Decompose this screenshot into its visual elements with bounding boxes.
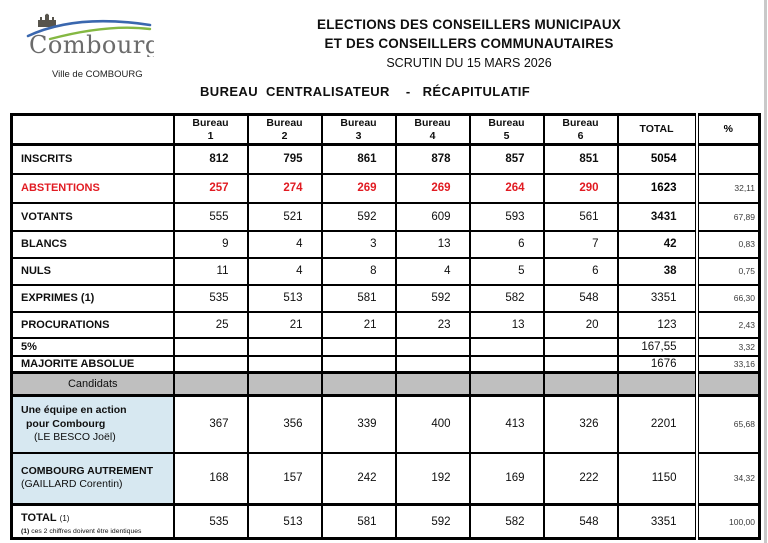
row-label: BLANCS: [12, 231, 174, 258]
value-cell: 157: [248, 453, 322, 505]
candidate-name-cell: [12, 453, 174, 505]
title-line2: ET DES CONSEILLERS COMMUNAUTAIRES: [324, 36, 614, 51]
value-cell: [544, 356, 618, 373]
value-cell: 290: [544, 174, 618, 203]
bureau-4-header: Bureau 4: [396, 115, 470, 145]
combourg-logo-graphic: [26, 5, 154, 57]
pct-cell: 0,83: [697, 231, 760, 258]
footnote-text: (1) ces 2 chiffres doivent être identiques: [21, 527, 142, 535]
bureau-6-header: Bureau 6: [544, 115, 618, 145]
value-cell: 3: [322, 231, 396, 258]
value-cell: [322, 338, 396, 356]
value-cell: [174, 356, 248, 373]
total-cell: 3431: [618, 203, 697, 231]
value-cell: 4: [248, 258, 322, 285]
total-cell: 1150: [618, 453, 697, 505]
separator-cell: [618, 373, 697, 396]
pct-cell: 33,16: [697, 356, 760, 373]
value-cell: [248, 356, 322, 373]
empty-header-cell: [12, 115, 174, 145]
value-cell: 555: [174, 203, 248, 231]
value-cell: 269: [396, 174, 470, 203]
value-cell: 13: [470, 312, 544, 338]
value-cell: 581: [322, 285, 396, 312]
value-cell: [396, 356, 470, 373]
title-line1: ELECTIONS DES CONSEILLERS MUNICIPAUX: [317, 17, 621, 32]
separator-cell: [544, 373, 618, 396]
ville-caption: Ville de COMBOURG: [52, 69, 143, 80]
value-cell: 11: [174, 258, 248, 285]
value-cell: 593: [470, 203, 544, 231]
total-cell: 1623: [618, 174, 697, 203]
value-cell: 264: [470, 174, 544, 203]
row-label: INSCRITS: [12, 145, 174, 174]
value-cell: 21: [248, 312, 322, 338]
value-cell: 548: [544, 505, 618, 539]
value-cell: 169: [470, 453, 544, 505]
candidate-list-name: Une équipe en action: [21, 404, 127, 416]
value-cell: 535: [174, 505, 248, 539]
bureau-1-header: Bureau 1: [174, 115, 248, 145]
value-cell: 257: [174, 174, 248, 203]
value-cell: 326: [544, 396, 618, 453]
value-cell: 5: [470, 258, 544, 285]
pct-cell: 2,43: [697, 312, 760, 338]
value-cell: 592: [322, 203, 396, 231]
bureau-3-header: Bureau 3: [322, 115, 396, 145]
total-cell: 42: [618, 231, 697, 258]
value-cell: 400: [396, 396, 470, 453]
row-cinq-pourcent: [12, 338, 760, 356]
value-cell: 851: [544, 145, 618, 174]
value-cell: [322, 356, 396, 373]
candidate-list-name-2: pour Combourg: [26, 417, 106, 430]
candidate-person: (GAILLARD Corentin): [21, 478, 123, 491]
separator-cell: [697, 373, 760, 396]
row-label: MAJORITE ABSOLUE: [12, 356, 174, 373]
scrutin-date: SCRUTIN DU 15 MARS 2026: [386, 56, 552, 70]
value-cell: 21: [322, 312, 396, 338]
row-exprimes: [12, 285, 760, 312]
value-cell: 521: [248, 203, 322, 231]
separator-cell: [322, 373, 396, 396]
row-majorite-absolue: [12, 356, 760, 373]
row-label: ABSTENTIONS: [12, 174, 174, 203]
total-cell: 38: [618, 258, 697, 285]
pct-cell: 32,11: [697, 174, 760, 203]
value-cell: 8: [322, 258, 396, 285]
footnote-marker: (1): [59, 513, 70, 523]
value-cell: [174, 338, 248, 356]
total-cell: 123: [618, 312, 697, 338]
value-cell: 13: [396, 231, 470, 258]
pct-cell: [697, 145, 760, 174]
value-cell: 535: [174, 285, 248, 312]
value-cell: 6: [544, 258, 618, 285]
value-cell: [470, 356, 544, 373]
candidates-header-label: Candidats: [12, 373, 174, 396]
row-blancs: [12, 231, 760, 258]
candidate-row-gaillard: [12, 453, 760, 505]
value-cell: 367: [174, 396, 248, 453]
scan-edge-artifact: [764, 0, 767, 543]
row-label: VOTANTS: [12, 203, 174, 231]
value-cell: 192: [396, 453, 470, 505]
candidates-separator-row: [12, 373, 760, 396]
pct-cell: 3,32: [697, 338, 760, 356]
pct-cell: 66,30: [697, 285, 760, 312]
row-votants: [12, 203, 760, 231]
pct-cell: 67,89: [697, 203, 760, 231]
total-cell: 3351: [618, 285, 697, 312]
value-cell: 168: [174, 453, 248, 505]
pct-cell: 65,68: [697, 396, 760, 453]
value-cell: 222: [544, 453, 618, 505]
value-cell: 269: [322, 174, 396, 203]
candidate-name-cell: [12, 396, 174, 453]
row-abstentions: [12, 174, 760, 203]
value-cell: 4: [396, 258, 470, 285]
results-table: [10, 113, 761, 540]
value-cell: 581: [322, 505, 396, 539]
value-cell: 582: [470, 505, 544, 539]
value-cell: 795: [248, 145, 322, 174]
pct-cell: 0,75: [697, 258, 760, 285]
value-cell: 582: [470, 285, 544, 312]
row-label: EXPRIMES (1): [12, 285, 174, 312]
total-header: TOTAL: [618, 115, 697, 145]
table-title: BUREAU CENTRALISATEUR - RÉCAPITULATIF: [200, 84, 531, 99]
grand-total-label-cell: [12, 505, 174, 539]
value-cell: 592: [396, 505, 470, 539]
castle-icon: [38, 14, 56, 28]
value-cell: 413: [470, 396, 544, 453]
value-cell: [544, 338, 618, 356]
value-cell: [248, 338, 322, 356]
row-nuls: [12, 258, 760, 285]
value-cell: 812: [174, 145, 248, 174]
value-cell: 274: [248, 174, 322, 203]
value-cell: 23: [396, 312, 470, 338]
row-label: PROCURATIONS: [12, 312, 174, 338]
value-cell: 561: [544, 203, 618, 231]
separator-cell: [248, 373, 322, 396]
row-inscrits: [12, 145, 760, 174]
candidate-row-le-besco: [12, 396, 760, 453]
pct-cell: 34,32: [697, 453, 760, 505]
logo-text: Combourg: [29, 31, 154, 57]
combourg-logo: [26, 5, 154, 57]
value-cell: 513: [248, 285, 322, 312]
bureau-5-header: Bureau 5: [470, 115, 544, 145]
value-cell: 7: [544, 231, 618, 258]
value-cell: 242: [322, 453, 396, 505]
page-title: [170, 15, 768, 70]
value-cell: 20: [544, 312, 618, 338]
grand-total-label: TOTAL: [21, 511, 57, 524]
value-cell: 356: [248, 396, 322, 453]
value-cell: 592: [396, 285, 470, 312]
value-cell: 878: [396, 145, 470, 174]
total-cell: 1676: [618, 356, 697, 373]
row-label: NULS: [12, 258, 174, 285]
value-cell: 6: [470, 231, 544, 258]
grand-total-row: [12, 505, 760, 539]
total-cell: 3351: [618, 505, 697, 539]
value-cell: 861: [322, 145, 396, 174]
pct-cell: 100,00: [697, 505, 760, 539]
separator-cell: [174, 373, 248, 396]
candidate-person: (LE BESCO Joël): [34, 431, 116, 443]
value-cell: 4: [248, 231, 322, 258]
value-cell: 609: [396, 203, 470, 231]
table-header-row: [12, 115, 760, 145]
separator-cell: [396, 373, 470, 396]
pct-header: %: [697, 115, 760, 145]
row-label: 5%: [12, 338, 174, 356]
bureau-2-header: Bureau 2: [248, 115, 322, 145]
candidate-list-name: COMBOURG AUTREMENT: [21, 464, 154, 477]
total-cell: 5054: [618, 145, 697, 174]
separator-cell: [470, 373, 544, 396]
value-cell: [470, 338, 544, 356]
total-cell: 2201: [618, 396, 697, 453]
value-cell: 548: [544, 285, 618, 312]
value-cell: 339: [322, 396, 396, 453]
value-cell: 9: [174, 231, 248, 258]
value-cell: [396, 338, 470, 356]
value-cell: 513: [248, 505, 322, 539]
total-cell: 167,55: [618, 338, 697, 356]
value-cell: 25: [174, 312, 248, 338]
value-cell: 857: [470, 145, 544, 174]
row-procurations: [12, 312, 760, 338]
